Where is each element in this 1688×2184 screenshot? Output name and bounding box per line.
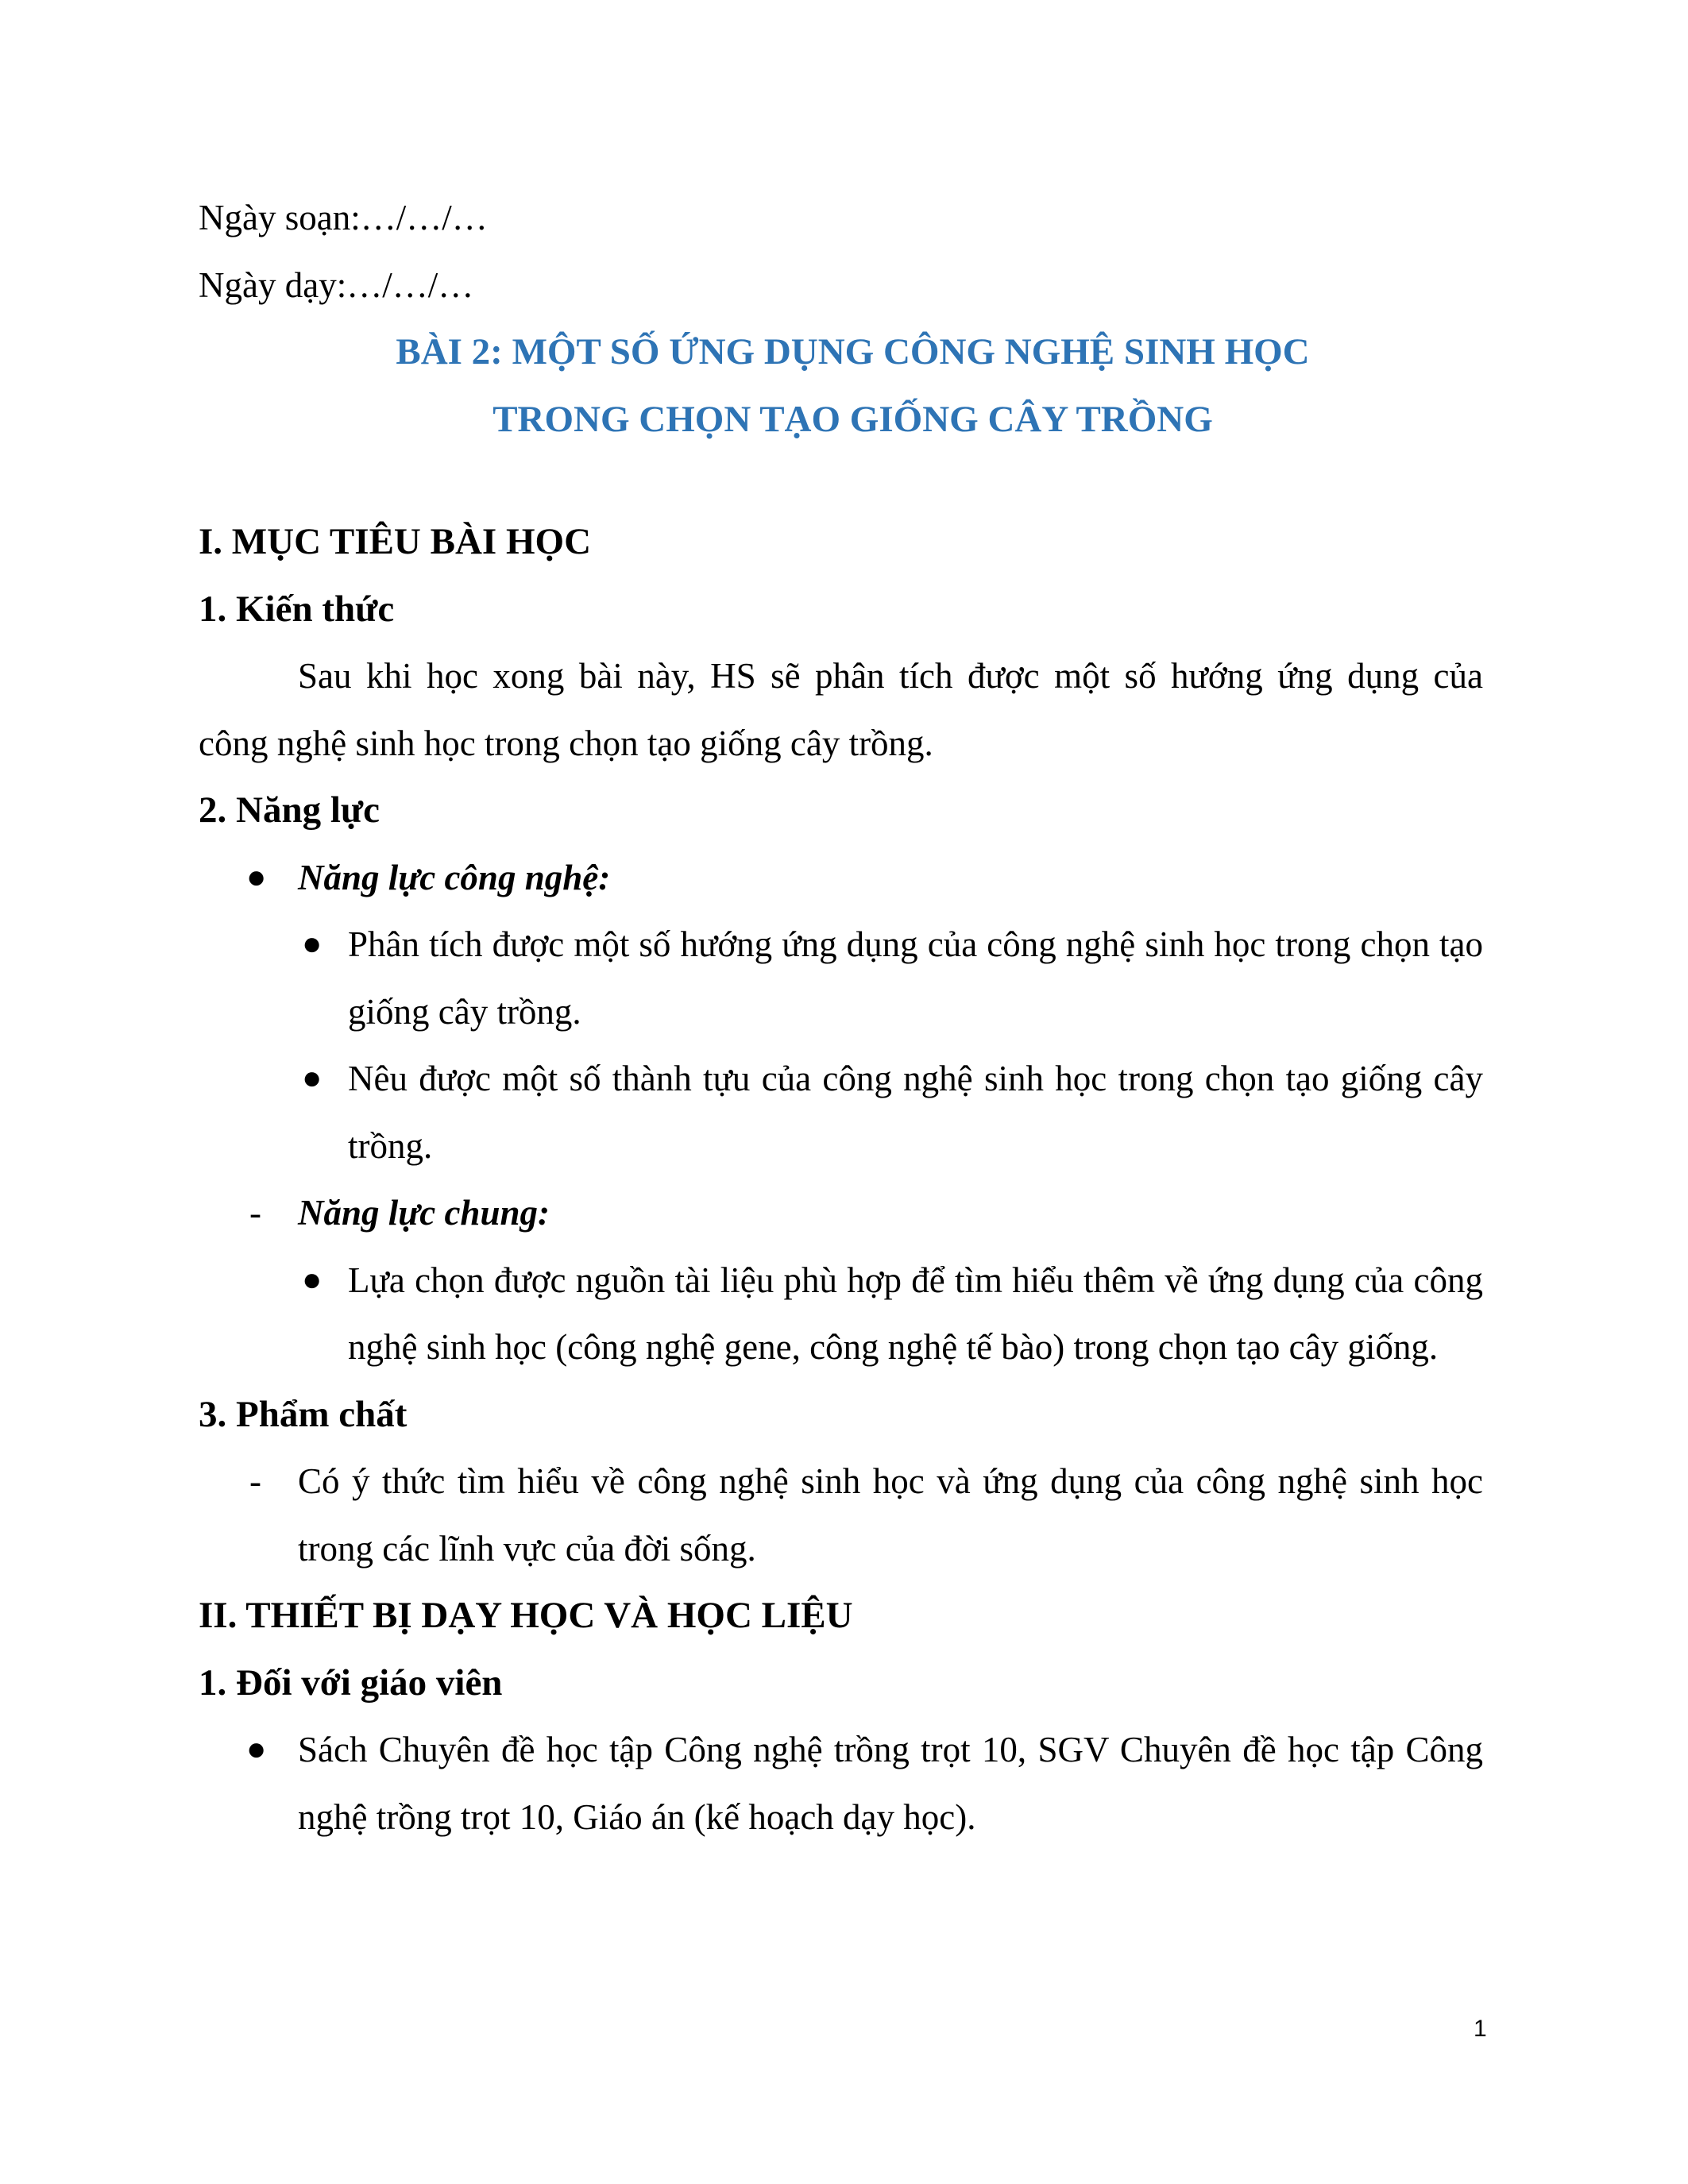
knowledge-paragraph-line-1: Sau khi học xong bài này, HS sẽ phân tích được một số hướng ứng dụng của	[298, 656, 1483, 696]
competence-heading: 2. Năng lực	[199, 789, 380, 831]
list-item	[199, 1448, 1483, 1582]
bullet-icon: ●	[246, 859, 267, 896]
list-item-text: Lựa chọn được nguồn tài liệu phù hợp để tìm hiểu thêm về ứng dụng của công nghệ sinh học (công nghệ gene, công nghệ tế bào) trong chọn tạo cây giống.	[348, 1260, 1483, 1367]
list-item	[199, 1247, 1483, 1381]
bullet-icon: ●	[302, 1060, 323, 1097]
date-prepared: Ngày soạn:…/…/…	[199, 198, 488, 237]
section-1-heading: I. MỤC TIÊU BÀI HỌC	[199, 521, 592, 562]
list-item-text: Sách Chuyên đề học tập Công nghệ trồng trọt 10, SGV Chuyên đề học tập Công nghệ trồng trọt 10, Giáo án (kế hoạch dạy học).	[298, 1730, 1483, 1837]
document-page	[199, 184, 1483, 1850]
bullet-icon: ●	[302, 1261, 323, 1298]
general-competence-item	[199, 1179, 1483, 1247]
knowledge-paragraph-line-2: công nghệ sinh học trong chọn tạo giống cây trồng.	[199, 723, 933, 763]
knowledge-heading: 1. Kiến thức	[199, 588, 395, 630]
title-spacer	[199, 453, 1483, 508]
list-item-text: Nêu được một số thành tựu của công nghệ sinh học trong chọn tạo giống cây trồng.	[348, 1059, 1483, 1166]
list-item	[199, 911, 1483, 1045]
section-2-heading: II. THIẾT BỊ DẠY HỌC VÀ HỌC LIỆU	[199, 1595, 853, 1636]
page-number: 1	[1474, 2016, 1487, 2042]
list-item-text: Phân tích được một số hướng ứng dụng của công nghệ sinh học trong chọn tạo giống cây trồng.	[348, 924, 1483, 1032]
tech-competence-label: Năng lực công nghệ:	[298, 857, 611, 897]
bullet-icon: ●	[246, 1731, 267, 1768]
tech-competence-item	[199, 844, 1483, 912]
dash-marker: -	[249, 1193, 261, 1233]
lesson-title-line-1: BÀI 2: MỘT SỐ ỨNG DỤNG CÔNG NGHỆ SINH HỌC	[396, 331, 1310, 372]
lesson-title-line-2: TRONG CHỌN TẠO GIỐNG CÂY TRỒNG	[492, 398, 1213, 440]
date-taught: Ngày dạy:…/…/…	[199, 264, 474, 305]
list-item	[199, 1716, 1483, 1850]
dash-marker: -	[249, 1461, 261, 1501]
list-item	[199, 1045, 1483, 1179]
general-competence-label: Năng lực chung:	[298, 1193, 550, 1233]
quality-heading: 3. Phẩm chất	[199, 1393, 408, 1435]
bullet-icon: ●	[302, 926, 323, 963]
teacher-heading: 1. Đối với giáo viên	[199, 1661, 503, 1704]
list-item-text: Có ý thức tìm hiểu về công nghệ sinh học và ứng dụng của công nghệ sinh học trong các lĩnh vực của đời sống.	[298, 1461, 1483, 1569]
